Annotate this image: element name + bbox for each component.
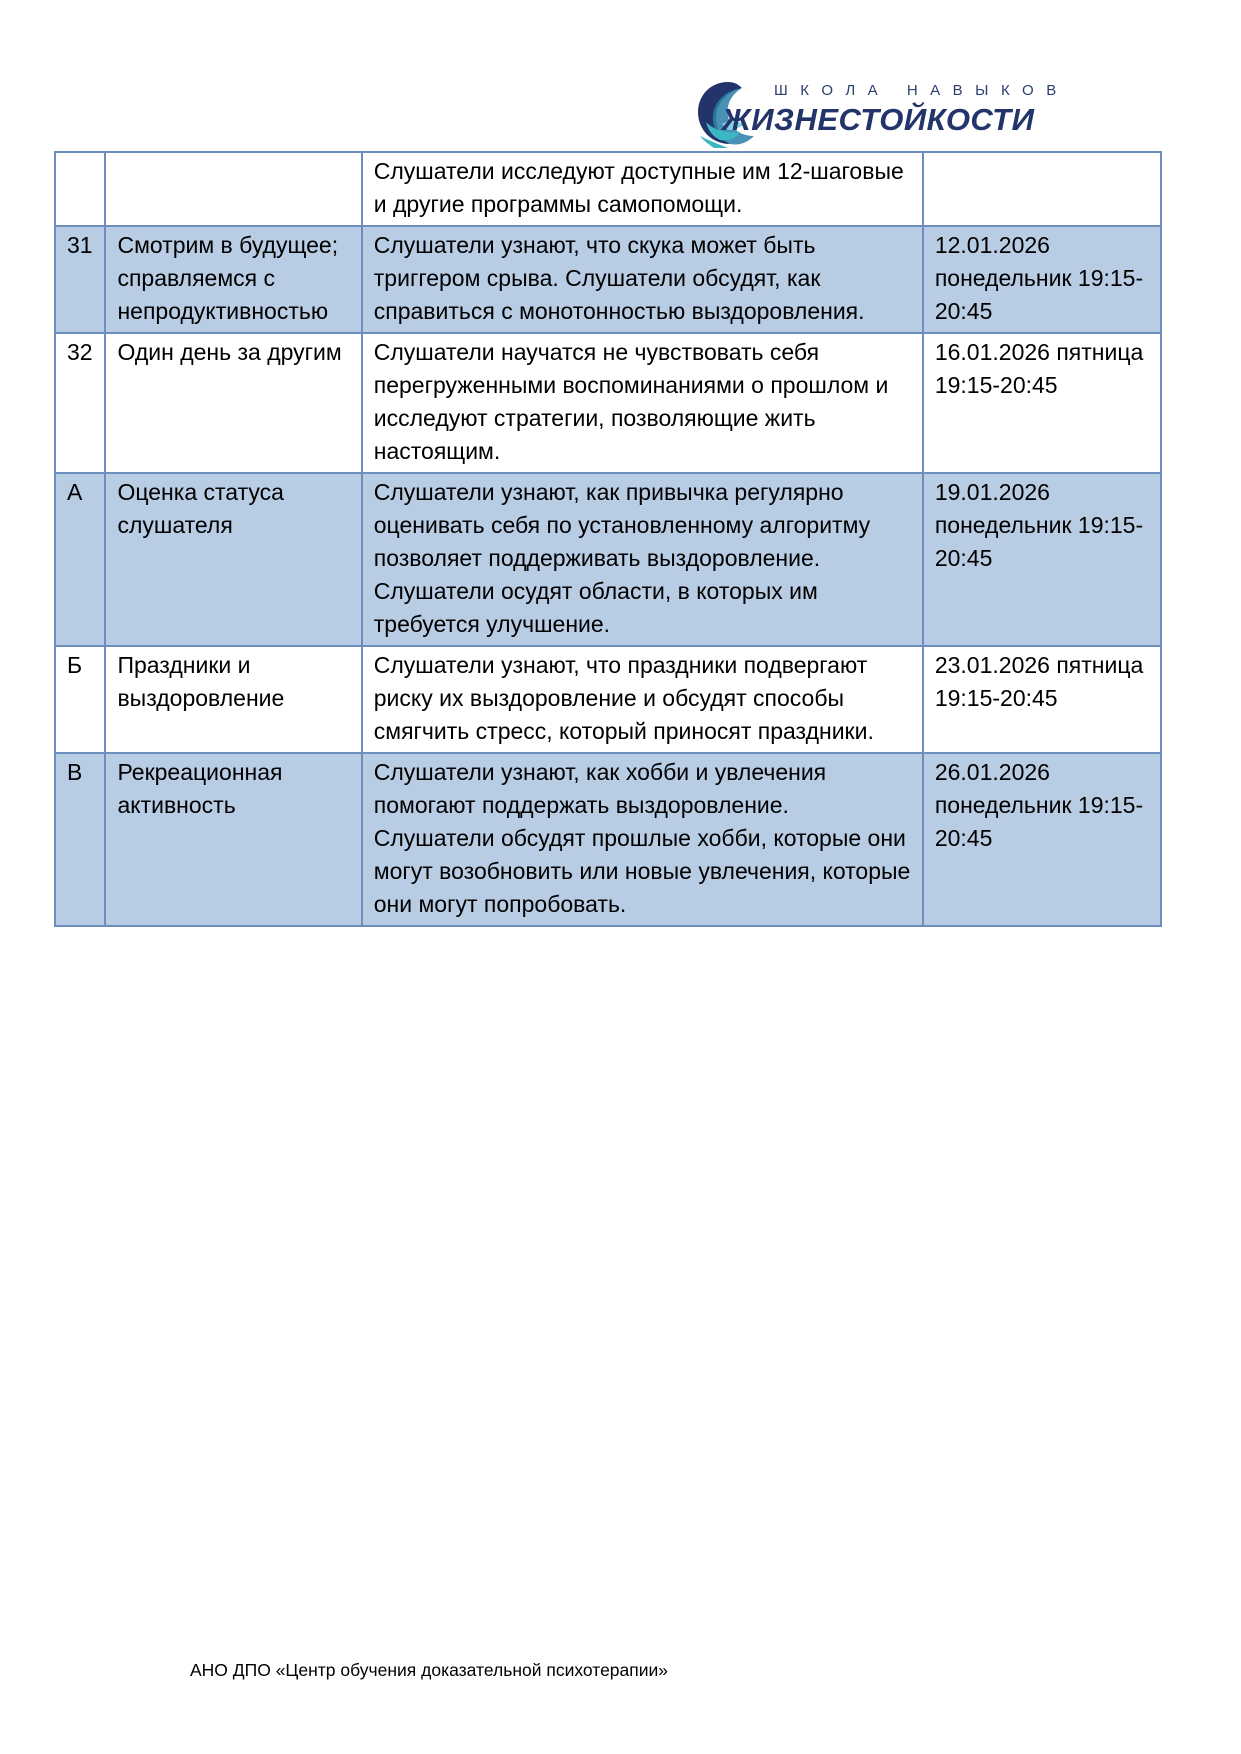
session-description: Слушатели узнают, как привычка регулярно оценивать себя по установленному алгоритму позволяет поддерживать выздоровление. Слушатели осудят области, в которых им требуется улучшение. [362,473,923,646]
session-description: Слушатели узнают, что праздники подвергают риску их выздоровление и обсудят способы смягчить стресс, который приносят праздники. [362,646,923,753]
session-number: А [55,473,105,646]
session-number [55,152,105,226]
session-topic: Оценка статуса слушателя [105,473,361,646]
table-row [55,333,1161,473]
session-number: Б [55,646,105,753]
table-row [55,753,1161,926]
session-topic: Один день за другим [105,333,361,473]
table-row [55,226,1161,333]
session-number: В [55,753,105,926]
schedule-table [54,151,1162,927]
logo-main-text: ЖИЗНЕСТОЙКОСТИ [722,102,1035,137]
footer-organization: АНО ДПО «Центр обучения доказательной психотерапии» [190,1660,669,1680]
school-logo [692,78,1069,150]
session-number: 32 [55,333,105,473]
session-topic [105,152,361,226]
session-description: Слушатели узнают, что скука может быть триггером срыва. Слушатели обсудят, как справиться с монотонностью выздоровления. [362,226,923,333]
session-date: 16.01.2026 пятница 19:15-20:45 [923,333,1161,473]
session-date: 12.01.2026 понедельник 19:15-20:45 [923,226,1161,333]
table-row [55,646,1161,753]
table-row [55,473,1161,646]
session-date: 26.01.2026 понедельник 19:15-20:45 [923,753,1161,926]
logo-top-text: ШКОЛА НАВЫКОВ [774,82,1069,99]
session-topic: Праздники и выздоровление [105,646,361,753]
session-topic: Смотрим в будущее; справляемся с непродуктивностью [105,226,361,333]
session-description: Слушатели научатся не чувствовать себя перегруженными воспоминаниями о прошлом и исследуют стратегии, позволяющие жить настоящим. [362,333,923,473]
session-date: 19.01.2026 понедельник 19:15-20:45 [923,473,1161,646]
session-topic: Рекреационная активность [105,753,361,926]
session-date [923,152,1161,226]
table-row [55,152,1161,226]
session-number: 31 [55,226,105,333]
session-description: Слушатели узнают, как хобби и увлечения помогают поддержать выздоровление. Слушатели обсудят прошлые хобби, которые они могут возобновить или новые увлечения, которые они могут попробовать. [362,753,923,926]
session-description: Слушатели исследуют доступные им 12-шаговые и другие программы самопомощи. [362,152,923,226]
session-date: 23.01.2026 пятница 19:15-20:45 [923,646,1161,753]
